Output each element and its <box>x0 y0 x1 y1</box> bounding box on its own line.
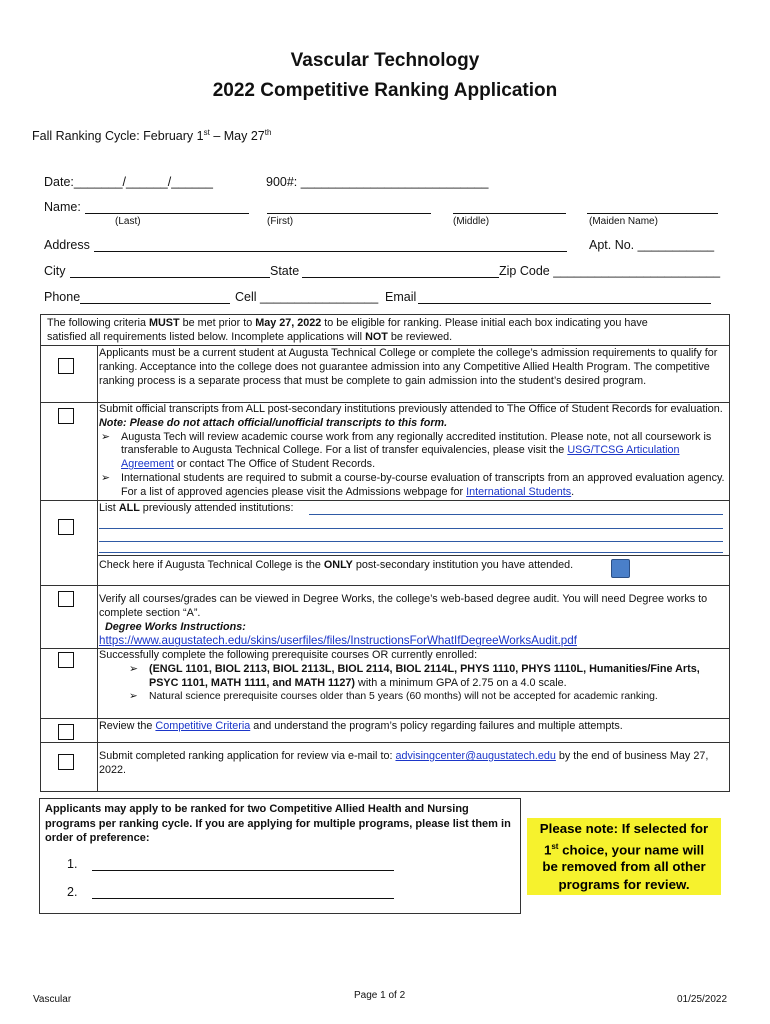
initial-checkbox-4[interactable] <box>58 591 74 607</box>
middle-name-field[interactable] <box>453 213 566 214</box>
req7-b: by the end of business May 27, 2022. <box>99 750 709 776</box>
intro-date: May 27, 2022 <box>255 317 322 329</box>
requirement-7 <box>99 750 725 778</box>
arrow-bullet-icon: ➢ <box>129 662 139 675</box>
id-number-field[interactable]: 900#: ___________________________ <box>266 175 489 189</box>
arrow-bullet-icon: ➢ <box>101 430 111 443</box>
email-label: Email <box>385 290 417 304</box>
req3-a: List <box>99 502 119 514</box>
institution-line-4[interactable] <box>99 552 723 553</box>
req2-bullet-1-end: or contact The Office of Student Records. <box>173 458 376 471</box>
preference-field-2[interactable] <box>92 898 394 899</box>
row-divider <box>41 718 729 719</box>
intro-must: MUST <box>149 317 180 329</box>
intro-b: be met prior to <box>179 317 256 329</box>
only-institution-checkbox[interactable] <box>611 559 630 578</box>
requirement-4 <box>99 593 727 649</box>
state-label: State <box>270 264 300 278</box>
criteria-intro <box>47 317 727 345</box>
req2-bullet-2-end: . <box>571 485 575 498</box>
document-subtitle: 2022 Competitive Ranking Application <box>212 80 558 101</box>
req7-a: Submit completed ranking application for review via e-mail to: <box>99 750 396 762</box>
initial-checkbox-6[interactable] <box>58 724 74 740</box>
row-divider <box>41 345 729 346</box>
preference-instructions: Applicants may apply to be ranked for two Competitive Allied Health and Nursing programs per ranking cycle. If you are applying for multiple programs, please list them in order of preference: <box>45 803 511 844</box>
institution-line-3[interactable] <box>99 541 723 542</box>
note-line-4: programs for review. <box>558 876 690 892</box>
req6-a: Review the <box>99 720 156 732</box>
maiden-caption: (Maiden Name) <box>589 216 658 227</box>
arrow-bullet-icon: ➢ <box>101 471 111 484</box>
req3-check-b: post-secondary institution you have attended. <box>352 559 574 571</box>
note-line-2-b: choice, your name will <box>558 841 705 857</box>
cycle-prefix: Fall Ranking Cycle: February 1 <box>32 129 204 144</box>
phone-field[interactable] <box>80 303 230 304</box>
preference-box <box>39 798 521 914</box>
intro-line2-a: satisfied all requirements listed below. Incomplete applications will <box>47 330 366 343</box>
req2-bullet-1 <box>99 431 725 472</box>
initial-checkbox-2[interactable] <box>58 408 74 424</box>
cell-field[interactable]: Cell _________________ <box>235 290 379 304</box>
zip-field[interactable]: Zip Code ________________________ <box>499 264 721 278</box>
req3-check-a: Check here if Augusta Technical College is the <box>99 559 324 571</box>
last-caption: (Last) <box>115 216 141 227</box>
intro-a: The following criteria <box>47 317 150 329</box>
institution-line-1[interactable] <box>309 514 723 515</box>
note-line-2-a: 1 <box>543 841 552 857</box>
initial-checkbox-7[interactable] <box>58 754 74 770</box>
degree-works-heading: Degree Works Instructions: <box>105 620 246 633</box>
email-field[interactable] <box>418 303 711 304</box>
req5-bullet-1 <box>99 663 719 691</box>
middle-caption: (Middle) <box>453 216 490 227</box>
city-label: City <box>44 264 66 278</box>
req6-b: and understand the program’s policy regarding failures and multiple attempts. <box>250 720 623 732</box>
ranking-cycle <box>32 128 271 143</box>
last-name-field[interactable] <box>85 213 249 214</box>
initial-checkbox-1[interactable] <box>58 358 74 374</box>
row-divider <box>98 555 729 556</box>
req2-bullet-2 <box>99 472 725 500</box>
address-label: Address <box>44 238 90 252</box>
note-line-3: be removed from all other <box>542 859 706 875</box>
req2-bullet-1-text: Augusta Tech will review academic course work from any regionally accredited institution. Please note, not all coursework is transferable to Augusta Technical College. For a list of transfer equivalencies, please visit the <box>121 430 712 457</box>
degree-works-link[interactable]: https://www.augustatech.edu/skins/userfiles/files/InstructionsForWhatIfDegreeWorksAudit.pdf <box>99 634 577 648</box>
row-divider <box>41 500 729 501</box>
initial-checkbox-3[interactable] <box>58 519 74 535</box>
first-name-field[interactable] <box>267 213 431 214</box>
footer-date: 01/25/2022 <box>677 994 728 1005</box>
city-field[interactable] <box>70 277 270 278</box>
row-divider <box>41 585 729 586</box>
req2-note: Note: Please do not attach official/unofficial transcripts to this form. <box>99 416 448 429</box>
footer-left: Vascular <box>33 994 72 1005</box>
criteria-table <box>40 314 730 792</box>
competitive-criteria-link[interactable]: Competitive Criteria <box>155 720 251 732</box>
state-field[interactable] <box>302 277 499 278</box>
intro-line2-b: be reviewed. <box>387 330 453 343</box>
international-students-link[interactable]: International Students <box>466 485 572 498</box>
date-field[interactable]: Date:_______/______/______ <box>44 175 213 189</box>
requirement-5 <box>99 649 719 704</box>
name-label: Name: <box>44 200 81 214</box>
req4-text: Verify all courses/grades can be viewed in Degree Works, the college’s web-based degree audit. You will need Degree works to complete section “A”. <box>99 593 708 619</box>
intro-not: NOT <box>365 330 388 343</box>
req5-bullet-2-text: Natural science prerequisite courses older than 5 years (60 months) will not be accepted for academic ranking. <box>149 691 658 703</box>
intro-c: to be eligible for ranking. Please initial each box indicating you have <box>321 317 648 329</box>
only-institution-statement <box>99 559 619 573</box>
req5-text: Successfully complete the following prerequisite courses OR currently enrolled: <box>99 649 478 661</box>
note-line-2 <box>527 838 721 859</box>
document-title: Vascular Technology <box>290 50 480 71</box>
preference-number-2: 2. <box>67 885 78 899</box>
page-number: Page 1 of 2 <box>354 990 406 1001</box>
req2-text: Submit official transcripts from ALL post-secondary institutions previously attended to The Office of Student Records for evaluation. <box>99 403 723 415</box>
req3-only: ONLY <box>323 559 353 571</box>
articulation-agreement-link[interactable]: USG/TCSG Articulation Agreement <box>121 444 680 471</box>
req5-bullet-2 <box>99 690 719 704</box>
req2-bullet-2-text: International students are required to submit a course-by-course evaluation of transcripts from an approved evaluation agency. For a list of approved agencies please visit the Admissions webpage for <box>121 471 725 498</box>
selection-note <box>527 818 721 895</box>
requirement-2 <box>99 403 725 500</box>
cycle-middle: – May 27 <box>209 129 265 144</box>
requirement-6 <box>99 720 725 734</box>
initial-checkbox-5[interactable] <box>58 652 74 668</box>
req5-gpa: with a minimum GPA of 2.75 on a 4.0 scale. <box>355 676 567 689</box>
prerequisite-courses: (ENGL 1101, BIOL 2113, BIOL 2113L, BIOL 2114, BIOL 2114L, PHYS 1110, PHYS 1110L, Humanities/Fine Arts, PSYC 1101, MATH 1111, and MATH 1127) <box>149 662 700 689</box>
maiden-name-field[interactable] <box>587 213 718 214</box>
preference-field-1[interactable] <box>92 870 394 871</box>
institution-line-2[interactable] <box>99 528 723 529</box>
apt-field[interactable]: Apt. No. ___________ <box>589 238 715 252</box>
note-line-2-sup: st <box>551 841 559 851</box>
cycle-sup1: st <box>203 128 210 137</box>
req3-b: previously attended institutions: <box>139 502 294 514</box>
note-line-1: Please note: If selected for <box>539 821 709 836</box>
arrow-bullet-icon: ➢ <box>129 691 138 703</box>
cycle-sup2: th <box>264 128 272 137</box>
advising-email-link[interactable]: advisingcenter@augustatech.edu <box>395 750 556 762</box>
phone-label: Phone <box>44 290 81 304</box>
preference-number-1: 1. <box>67 857 78 871</box>
address-field[interactable] <box>94 251 567 252</box>
first-caption: (First) <box>267 216 294 227</box>
row-divider <box>41 742 729 743</box>
column-divider <box>97 345 98 791</box>
req3-all: ALL <box>118 502 140 514</box>
requirement-1: Applicants must be a current student at Augusta Technical College or complete the college’s admission requirements to qualify for ranking. Acceptance into the college does not guarantee admission into any Competitive Allied Health Program. The competitive ranking process is a separate process that must be complete to gain admission into the student’s desired program. <box>99 347 718 387</box>
